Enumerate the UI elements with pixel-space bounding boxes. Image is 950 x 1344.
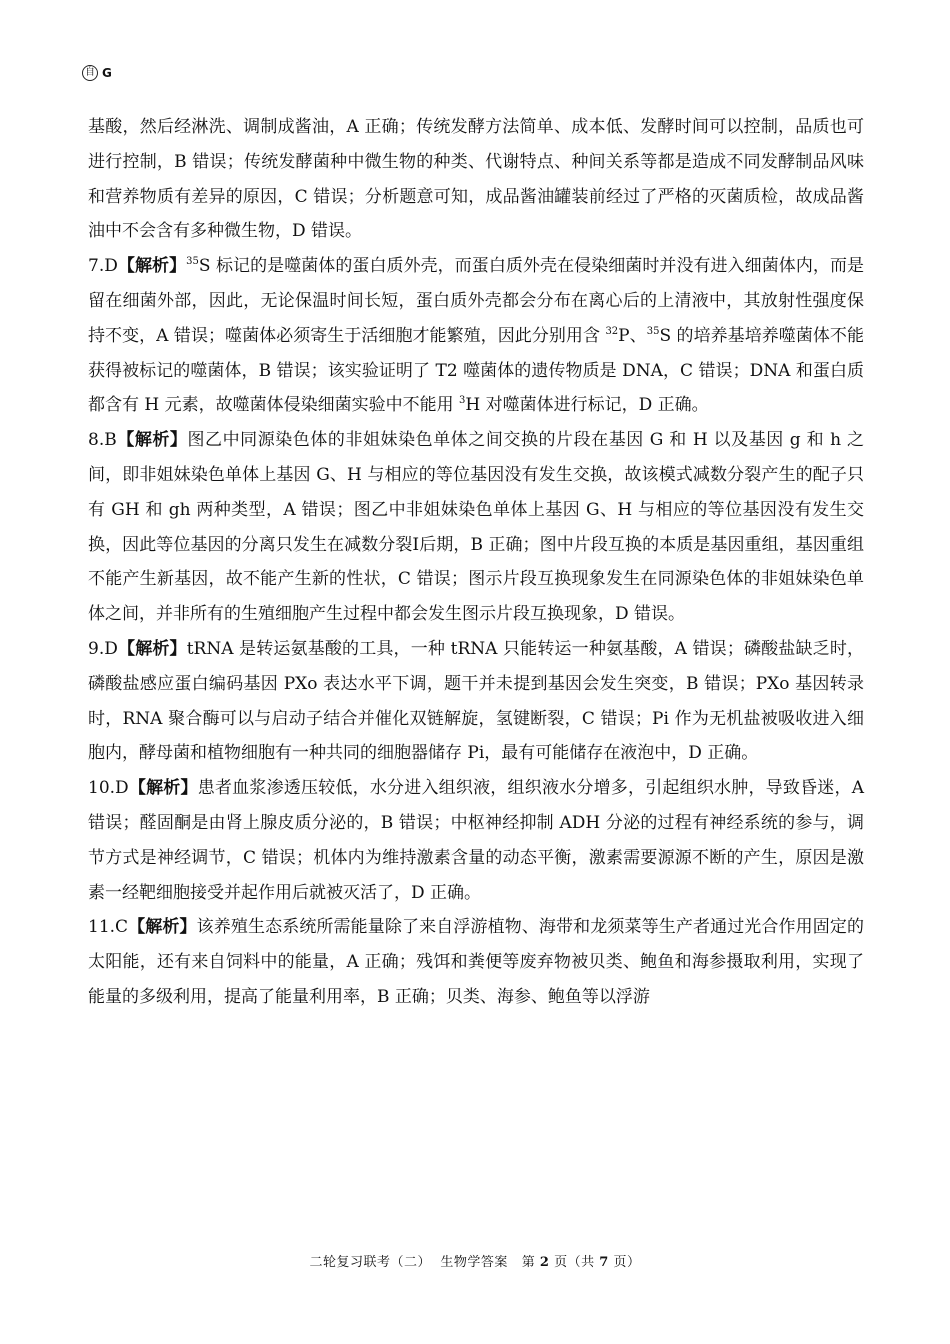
- isotope-mass-35: 35: [186, 256, 199, 268]
- paragraph-7-segment: H 对噬菌体进行标记，D 正确。: [465, 395, 709, 416]
- page-footer: [0, 1251, 950, 1270]
- paragraph-7-segment: P、: [618, 325, 647, 346]
- question-8-number: 8.B: [88, 430, 117, 451]
- paragraph-8: [88, 423, 864, 632]
- page-total: 7: [599, 1255, 609, 1270]
- isotope-mass-32: 32: [605, 325, 619, 337]
- paragraph-7: [88, 249, 864, 423]
- page-number: 2: [539, 1255, 550, 1270]
- exam-name: 二轮复习联考（二）: [309, 1255, 432, 1270]
- paragraph-7-segment: S 标记的是噬菌体的蛋白质外壳，而蛋白质外壳在侵染细菌时并没有进入细菌体内，而是留在细菌外部，因此，无论保温时间长短，蛋白质外壳都会分布在离心后的上清液中，其放射性强度保持不变，A 错误；噬菌体必须寄生于活细胞才能繁殖，因此分别用含: [88, 256, 864, 346]
- page-mid: 页（共: [554, 1255, 595, 1270]
- isotope-mass-35: 35: [646, 325, 660, 337]
- paragraph-11: [88, 910, 864, 1014]
- question-11-number: 11.C: [88, 917, 129, 938]
- paragraph-11-body: 该养殖生态系统所需能量除了来自浮游植物、海带和龙须菜等生产者通过光合作用固定的太阳能，还有来自饲料中的能量，A 正确；残饵和粪便等废弃物被贝类、鲍鱼和海参摄取利用，实现了能量的多级利用，提高了能量利用率，B 正确；贝类、海参、鲍鱼等以浮游: [88, 917, 865, 1007]
- logo-letter: G: [102, 66, 112, 80]
- question-10-number: 10.D: [88, 778, 129, 799]
- question-7-number: 7.D: [88, 256, 118, 277]
- paragraph-6-continued: 基酸，然后经淋洗、调制成酱油，A 正确；传统发酵方法简单、成本低、发酵时间可以控制，品质也可进行控制，B 错误；传统发酵菌种中微生物的种类、代谢特点、种间关系等都是造成不同发酵制品风味和营养物质有差异的原因，C 错误；分析题意可知，成品酱油罐装前经过了严格的灭菌质检，故成品酱油中不会含有多种微生物，D 错误。: [88, 117, 864, 242]
- analysis-tag: 【解析】: [117, 256, 187, 277]
- subject-label: 生物学答案: [440, 1255, 508, 1270]
- logo-circle-mark: 自: [82, 65, 98, 81]
- page-prefix: 第: [521, 1255, 536, 1270]
- answer-content: [88, 110, 864, 1015]
- analysis-tag: 【解析】: [117, 638, 187, 659]
- paragraph-7-segment: S 的培养基培养噬菌体不能获得被标记的噬菌体，B 错误；该实验证明了 T2 噬菌体的遗传物质是 DNA，C 错误；DNA 和蛋白质都含有 H 元素，故噬菌体侵染细菌实验中不能用: [88, 325, 864, 416]
- question-9-number: 9.D: [88, 638, 118, 659]
- page-suffix: 页）: [613, 1255, 641, 1270]
- paragraph-9-body: tRNA 是转运氨基酸的工具，一种 tRNA 只能转运一种氨基酸，A 错误；磷酸盐缺乏时，磷酸盐感应蛋白编码基因 PXo 表达水平下调，题干并未提到基因会发生突变，B 错误；PXo 基因转录时，RNA 聚合酶可以与启动子结合并催化双链解旋，氢键断裂，C 错误；Pi 作为无机盐被吸收进入细胞内，酵母菌和植物细胞有一种共同的细胞器储存 Pi，最有可能储存在液泡中，D 正确。: [88, 638, 864, 764]
- brand-logo: [82, 65, 112, 81]
- analysis-tag: 【解析】: [128, 778, 198, 799]
- paragraph-10: [88, 771, 864, 910]
- analysis-tag: 【解析】: [116, 430, 188, 451]
- paragraph-9: [88, 632, 864, 771]
- analysis-tag: 【解析】: [128, 917, 197, 938]
- isotope-mass-3: 3: [459, 395, 466, 407]
- paragraph-10-body: 患者血浆渗透压较低，水分进入组织液，组织液水分增多，引起组织水肿，导致昏迷，A 错误；醛固酮是由肾上腺皮质分泌的，B 错误；中枢神经抑制 ADH 分泌的过程有神经系统的参与，调节方式是神经调节，C 错误；机体内为维持激素含量的动态平衡，激素需要源源不断的产生，原因是激素一经靶细胞接受并起作用后就被灭活了，D 正确。: [88, 778, 865, 903]
- paragraph-8-body: 图乙中同源染色体的非姐妹染色单体之间交换的片段在基因 G 和 H 以及基因 g 和 h 之间，即非姐妹染色单体上基因 G、H 与相应的等位基因没有发生交换，故该模式减数分裂产生的配子只有 GH 和 gh 两种类型，A 错误；图乙中非姐妹染色单体上基因 G、H 与相应的等位基因没有发生交换，因此等位基因的分离只发生在减数分裂Ⅰ后期，B 正确；图中片段互换的本质是基因重组，基因重组不能产生新基因，故不能产生新的性状，C 错误；图示片段互换现象发生在同源染色体的非姐妹染色单体之间，并非所有的生殖细胞产生过程中都会发生图示片段互换现象，D 错误。: [88, 430, 865, 625]
